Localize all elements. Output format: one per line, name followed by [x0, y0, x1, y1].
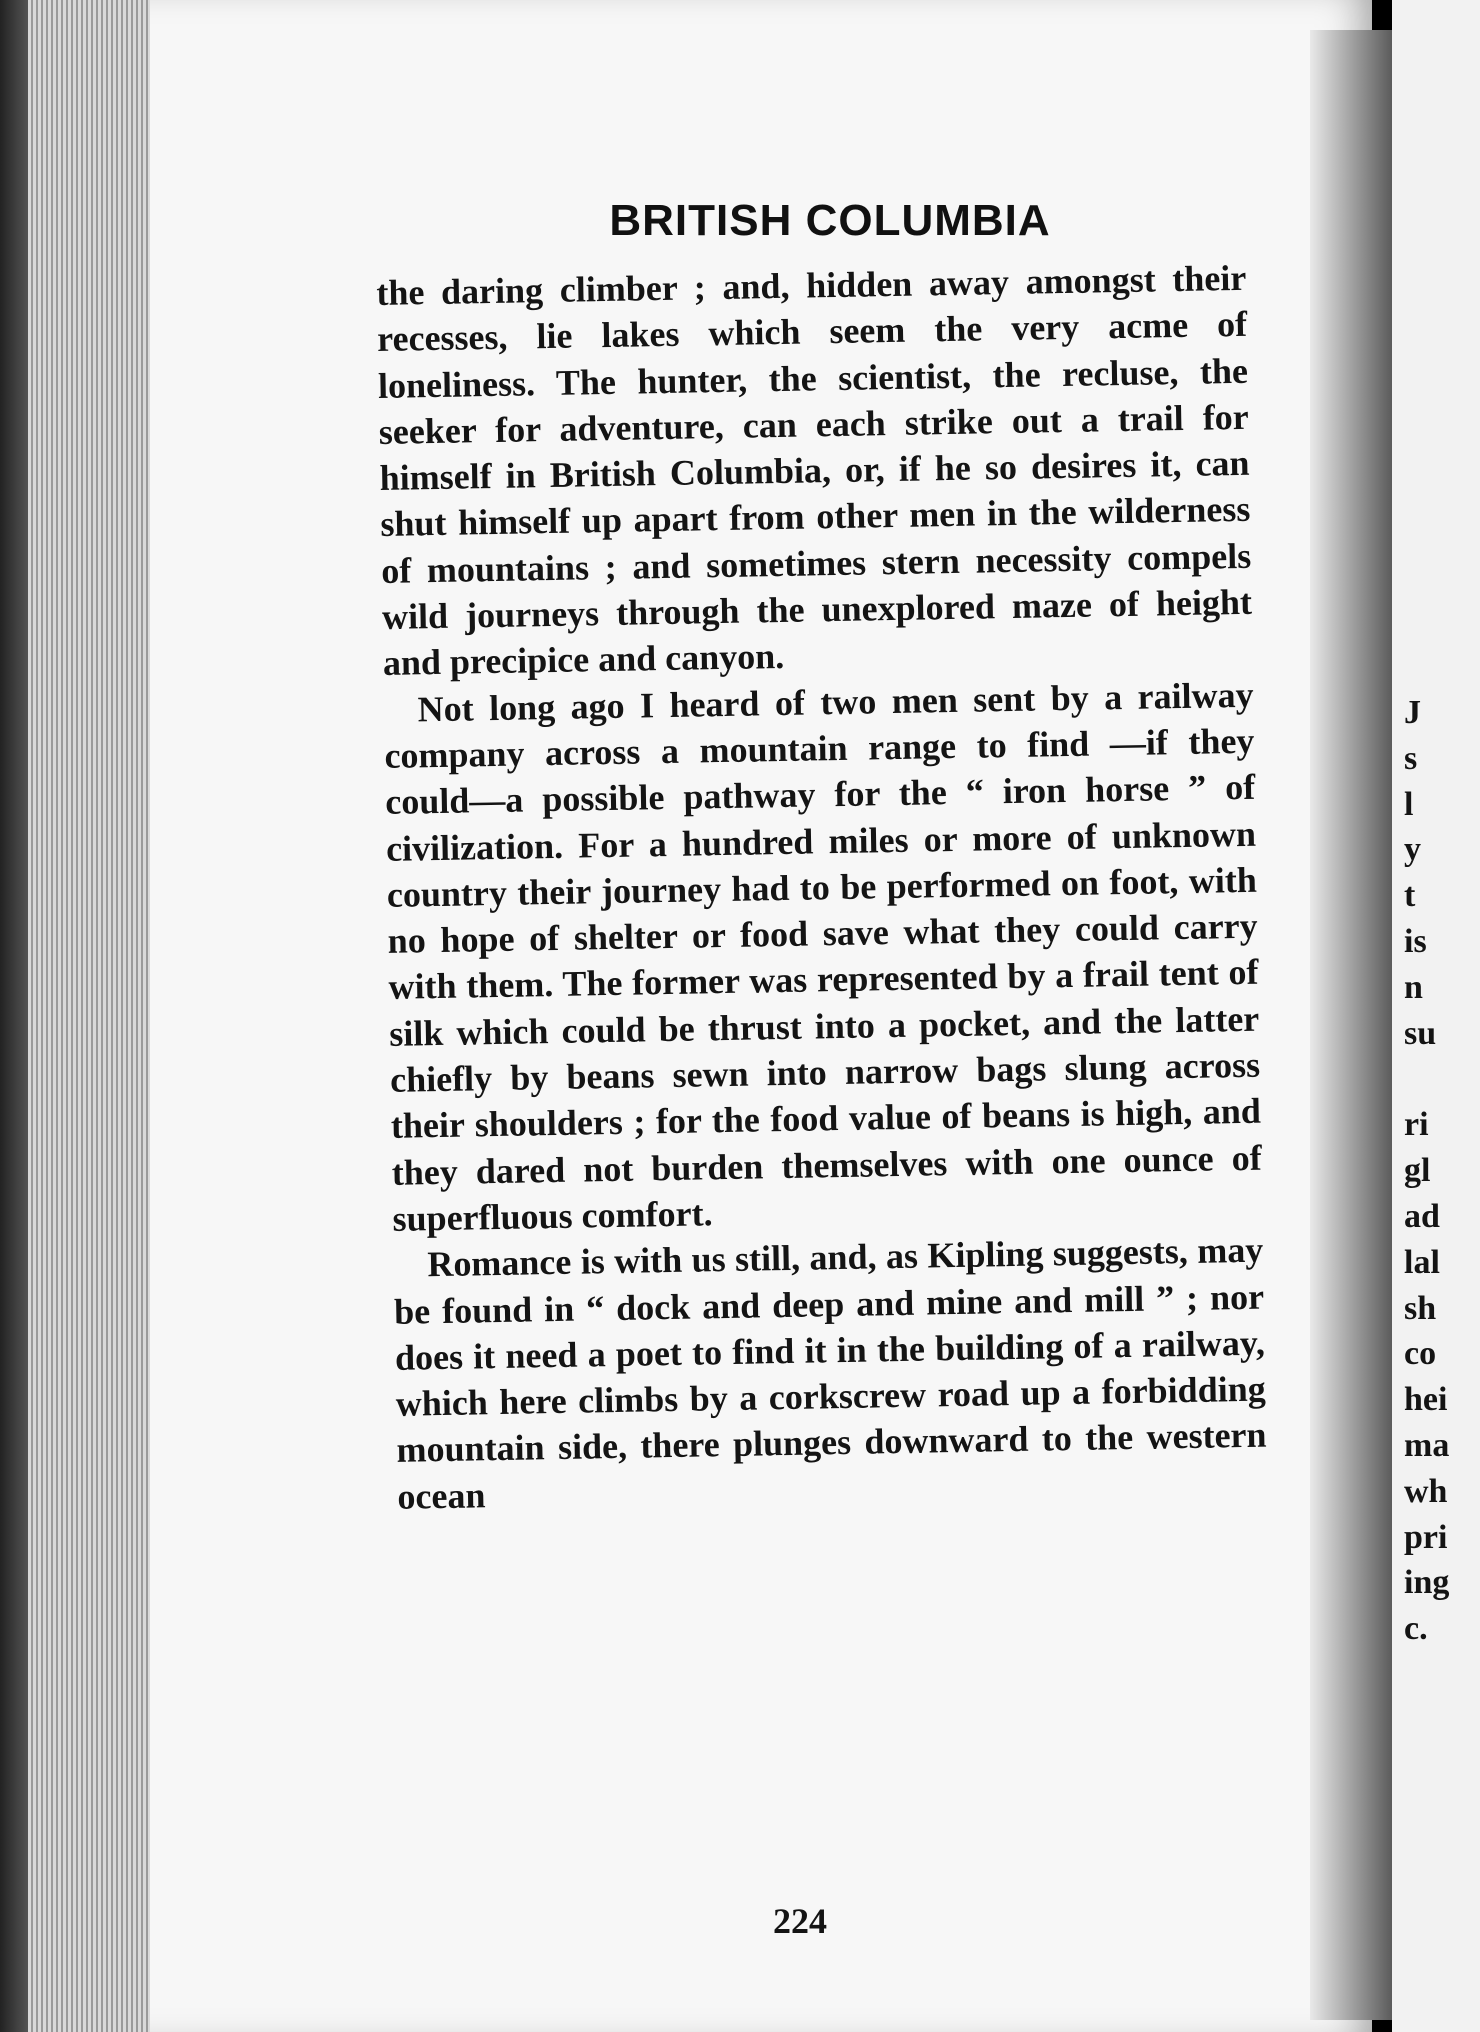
paragraph-2: Not long ago I heard of two men sent by a railway company across a mountain range to find —if they could—a possible pathway for the “ iron horse ” of civilization. For a hundred miles or more of unknown country their journey had to be performed on foot, with no hope of shelter or food save what they could carry with them. The former was represented by a frail tent of silk which could be thrust into a pocket, and the latter chiefly by beans sewn into narrow bags slung across their shoulders ; for the food value of beans is high, and they dared not burden themselves with one ounce of superfluous comfort. — [384, 674, 1262, 1239]
fragment: J — [1404, 694, 1421, 731]
fragment: lal — [1404, 1243, 1440, 1281]
fragment: is — [1404, 922, 1427, 960]
book-gutter — [1310, 30, 1402, 2020]
fragment: c. — [1404, 1610, 1428, 1648]
body-text — [376, 255, 1268, 1520]
fragment: co — [1404, 1335, 1437, 1373]
fragment: gl — [1404, 1152, 1431, 1190]
fragment: s — [1404, 739, 1418, 777]
fragment: pri — [1404, 1518, 1448, 1556]
fragment: n — [1404, 968, 1423, 1006]
page-number: 224 — [773, 1901, 827, 1941]
fragment: hei — [1404, 1381, 1448, 1419]
fragment: y — [1404, 831, 1421, 869]
fragment: t — [1404, 877, 1416, 915]
fragment: ma — [1404, 1426, 1450, 1464]
fragment-gap — [1404, 1056, 1480, 1102]
fragment: ing — [1404, 1564, 1450, 1602]
fragment: wh — [1404, 1472, 1448, 1510]
running-head: BRITISH COLUMBIA — [609, 196, 1051, 245]
fragment: sh — [1404, 1289, 1437, 1327]
fragment: ri — [1404, 1106, 1429, 1144]
paragraph-1: the daring climber ; and, hidden away amongst their recesses, lie lakes which seem the very acme of loneliness. The hunter, the scientist, the recluse, the seeker for adventure, can each strike out a trail for himself in British Columbia, or, if he so desires it, can shut himself up apart from other men in the wilderness of mountains ; and sometimes stern necessity compels wild journeys through the unexplored maze of height and precipice and canyon. — [376, 257, 1253, 684]
facing-page-fragments — [1404, 690, 1480, 1652]
fragment: l — [1404, 785, 1414, 823]
paragraph-3: Romance is with us still, and, as Kipling suggests, may be found in “ dock and deep and mine and mill ” ; nor does it need a poet to find it in the building of a railway, which here climbs by a corkscrew road up a forbidding mountain side, there plunges downward to the western ocean — [393, 1229, 1267, 1517]
page-stack-edges — [28, 0, 158, 2032]
fragment: ad — [1404, 1197, 1440, 1235]
fragment: su — [1404, 1014, 1437, 1052]
